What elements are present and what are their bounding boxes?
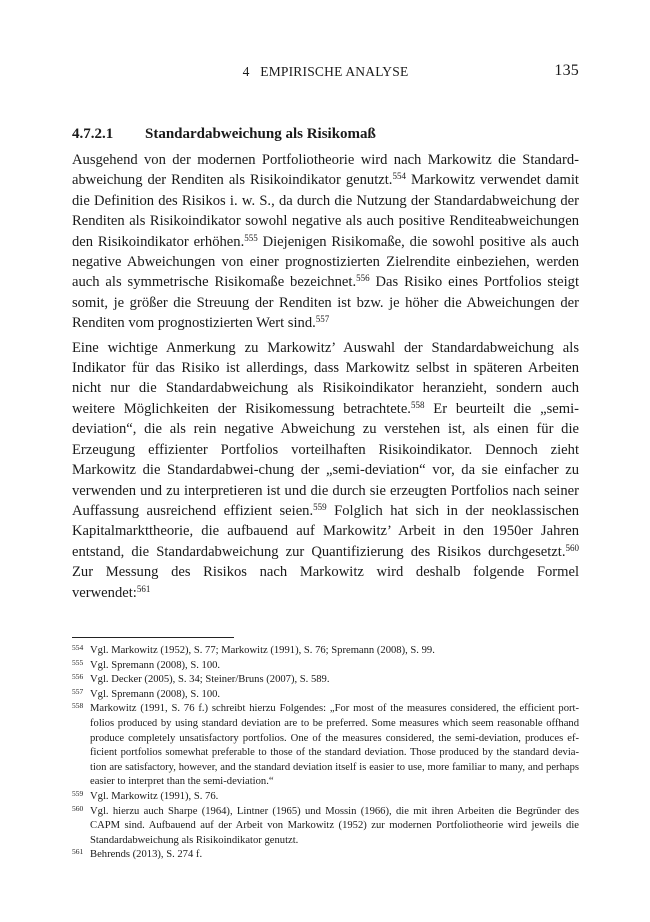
paragraph-text: Zur Messung des Risikos nach Markowitz wird deshalb folgende Formel verwendet:	[72, 564, 579, 601]
footnote-ref[interactable]: 554	[392, 171, 406, 182]
footnotes	[72, 644, 579, 863]
footnote-ref[interactable]: 559	[313, 501, 327, 512]
running-header	[72, 64, 579, 84]
section-heading	[72, 126, 579, 143]
footnote-ref[interactable]: 558	[410, 399, 425, 410]
footnote	[72, 688, 579, 703]
footnote	[72, 790, 579, 805]
footnote	[72, 805, 579, 849]
footnote-text: Vgl. Markowitz (1991), S. 76.	[90, 790, 219, 802]
footnote-number: 555	[72, 657, 84, 667]
footnote-ref[interactable]: 560	[565, 542, 579, 553]
paragraph-text: Eine wichtige Anmerkung zu Markowitz’ Auswahl der Standardabweichung als Indikator für das Risiko ist allerdings, dass Markowitz selbst in späteren Arbeiten nicht nur die Standardabweichung als Risikoindikator heranzieht, sondern auch weitere Möglichkeiten der Risikomessung betrachtete.	[72, 339, 579, 417]
footnote-text: Vgl. Markowitz (1952), S. 77; Markowitz (1991), S. 76; Spremann (2008), S. 99.	[90, 645, 435, 656]
paragraph-text: Ausgehend von der modernen Portfoliotheorie wird nach Markowitz die Standard-abweichung der Renditen als Risikoindikator genutzt.	[72, 152, 579, 189]
footnote-number: 554	[72, 643, 84, 652]
paragraph-text: Markowitz verwendet damit die Definition des Risikos i. w. S., da durch die Nutzung der Standardabweichung der Renditen als Risikoindikator sowohl negative als auch positive Renditeabweichungen den Risikoindikator erhöhen.	[72, 172, 579, 250]
footnote-number: 559	[72, 788, 84, 798]
page-number: 135	[554, 62, 579, 79]
paragraph-text: Diejenigen Risikomaße, die sowohl positive als auch negative Abweichungen von einer prognostizierten Zielrendite einbeziehen, werden auch als symmetrische Risikomaße bezeichnet.	[72, 233, 579, 291]
footnote-text: Vgl. hierzu auch Sharpe (1964), Lintner (1965) und Mossin (1966), die mit ihren Arbeiten die Begründer des CAPM sind. Aufbauend auf der Arbeit von Markowitz (1952) zur modernen Portfoliotheorie wird jeweils die Standardabweichung als Risikoindikator genutzt.	[90, 805, 579, 846]
paragraph-text: Folglich hat sich in der neoklassischen Kapitalmarkttheorie, die aufbauend auf Markowitz’ Arbeit in den 1950er Jahren entstand, die Standardabweichung zur Quantifizierung des Risikos durchgesetzt.	[72, 502, 579, 560]
footnote-number: 556	[72, 672, 84, 682]
footnote-ref[interactable]: 556	[356, 273, 370, 284]
footnote-text: Vgl. Decker (2005), S. 34; Steiner/Bruns (2007), S. 589.	[90, 674, 330, 686]
section-number: 4.7.2.1	[72, 126, 114, 142]
footnote-ref[interactable]: 555	[244, 232, 258, 243]
paragraph-text: Er beurteilt die „semi-deviation“, die als rein negative Abweichung zu verstehen ist, als einen für die Erzeugung effizienter Portfolios vorteilhaften Risikoindikator. Dennoch zieht Markowitz die Standardabwei-chung der „semi-deviation“ vor, da sie einfacher zu verwenden und zu interpretieren ist und die durch sie erzeugten Portfolios nach seiner Auffassung ausreichend effizient seien.	[72, 400, 579, 519]
footnote	[72, 702, 579, 790]
paragraph	[72, 150, 579, 334]
footnote-text: Behrends (2013), S. 274 f.	[90, 849, 203, 861]
footnote-number: 560	[72, 803, 84, 813]
footnote	[72, 673, 579, 688]
footnote-text: Markowitz (1991, S. 76 f.) schreibt hierzu Folgendes: „For most of the measures considered, the efficient port-folios produced by using standard deviation are to be preferred. Some measures which seem reasonable offhand produce completely unsatisfactory portfolios. One of the measures considered, the semi-deviation, produces ef-ficient portfolios somewhat preferable to those of the standard deviation. Those produced by the standard devia-tion are satisfactory, however, and the standard deviation itself is easier to use, more familiar to many, and perhaps easier to interpret than the semi-deviation.“	[90, 703, 579, 788]
footnote-number: 557	[72, 686, 84, 696]
paragraph	[72, 338, 579, 603]
footnote-ref[interactable]: 561	[136, 583, 151, 594]
footnote	[72, 848, 579, 863]
paragraph-text: Das Risiko eines Portfolios steigt somit, je größer die Streuung der Renditen ist bzw. je höher die Abweichungen der Renditen vom prognostizierten Wert sind.	[72, 274, 579, 332]
footnote-ref[interactable]: 557	[315, 314, 330, 325]
chapter-title: 4 EMPIRISCHE ANALYSE	[242, 64, 409, 79]
section-title: Standardabweichung als Risikomaß	[145, 126, 376, 142]
footnote-number: 558	[72, 701, 84, 711]
footnote	[72, 659, 579, 674]
footnote-separator	[72, 637, 234, 638]
footnote-text: Vgl. Spremann (2008), S. 100.	[90, 659, 221, 671]
footnote-text: Vgl. Spremann (2008), S. 100.	[90, 688, 221, 700]
body-text	[72, 150, 579, 607]
footnote	[72, 644, 579, 659]
footnote-number: 561	[72, 847, 84, 857]
